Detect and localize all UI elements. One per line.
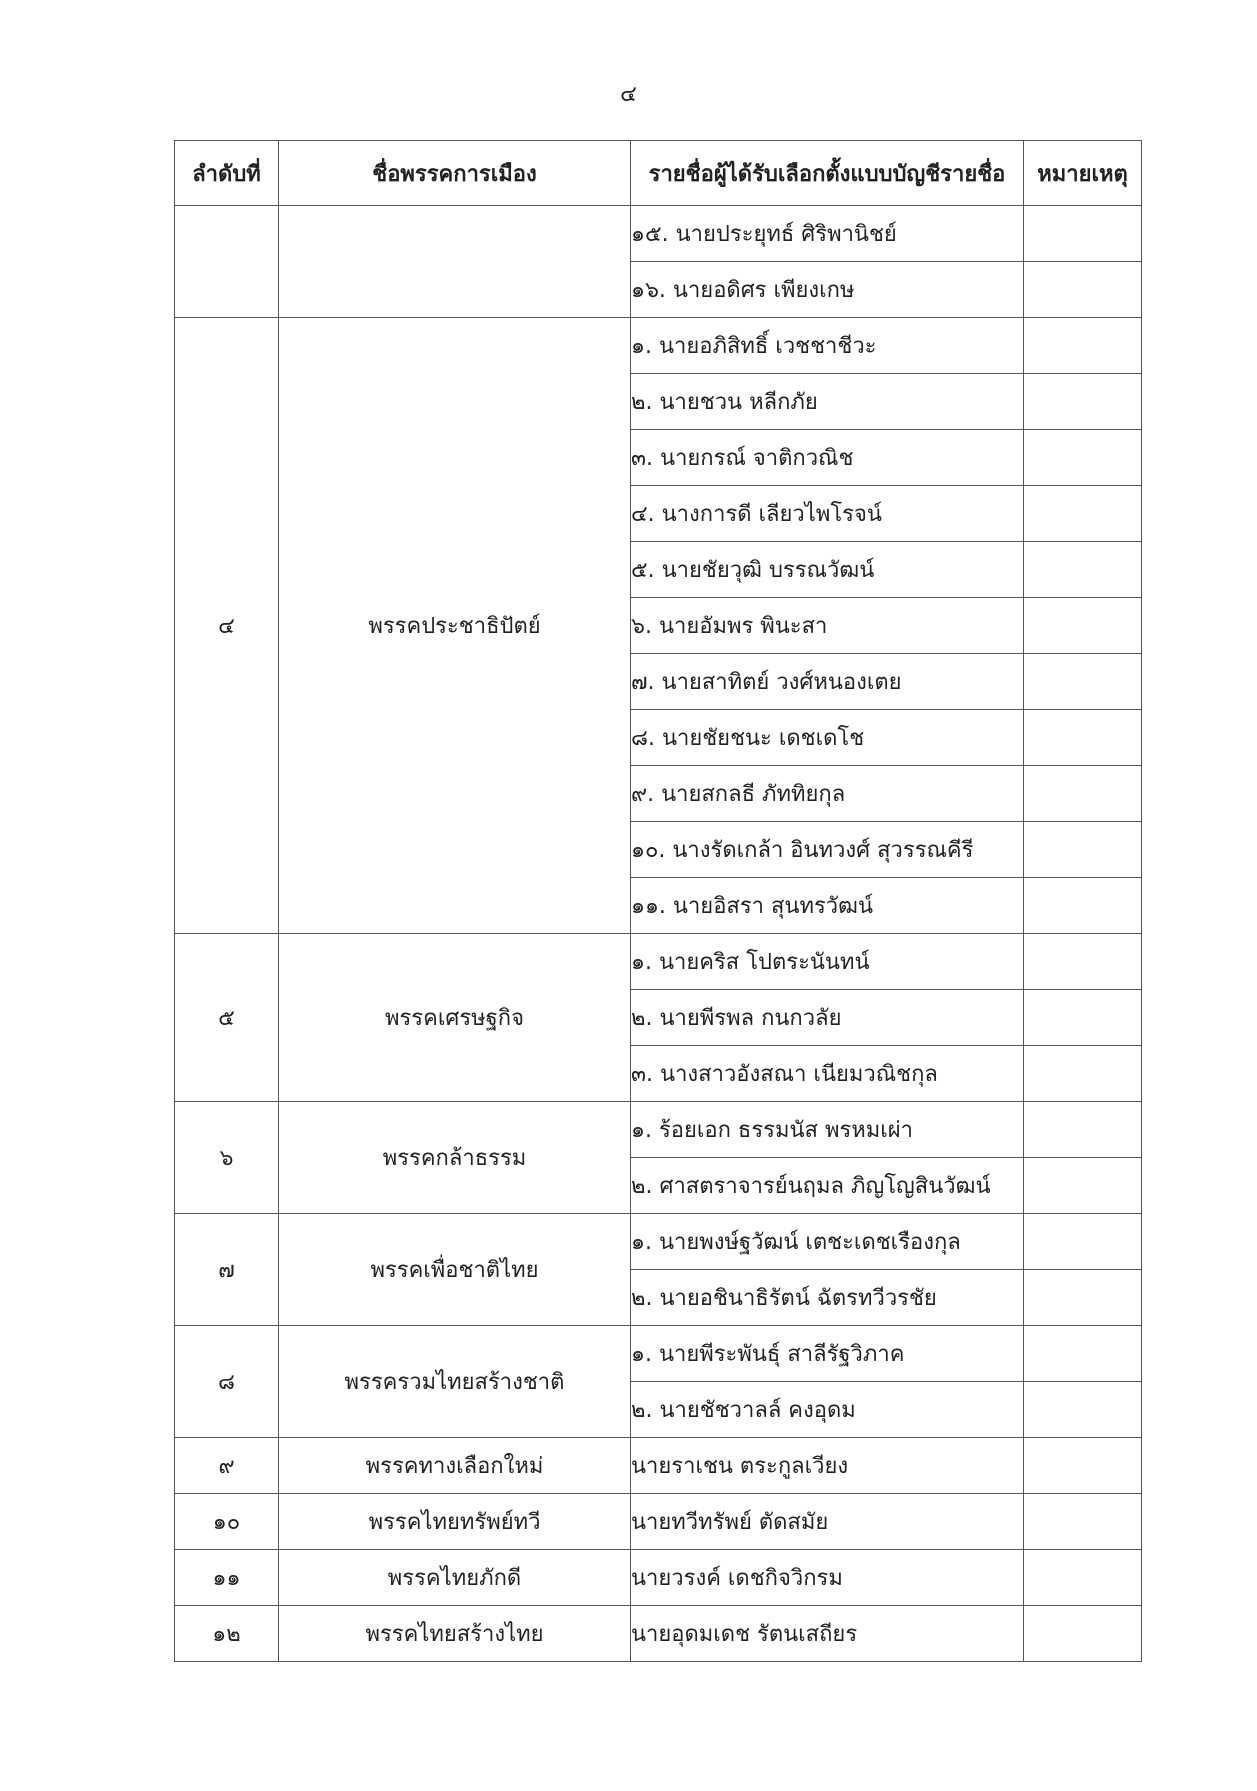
party-number: ๑๒ bbox=[175, 1606, 279, 1662]
remark-cell bbox=[1024, 430, 1142, 486]
candidate-cell: ๑๕. นายประยุทธ์ ศิริพานิชย์ bbox=[631, 206, 1024, 262]
remark-cell bbox=[1024, 1494, 1142, 1550]
candidate-name: นายอุดมเดช รัตนเสถียร bbox=[631, 1606, 1024, 1662]
party-name: พรรคเศรษฐกิจ bbox=[279, 934, 631, 1102]
party-number: ๑๑ bbox=[175, 1550, 279, 1606]
header-candidate-list: รายชื่อผู้ได้รับเลือกตั้งแบบบัญชีรายชื่อ bbox=[631, 141, 1024, 206]
party-number: ๘ bbox=[175, 1326, 279, 1438]
party-number: ๑๐ bbox=[175, 1494, 279, 1550]
remark-cell bbox=[1024, 934, 1142, 990]
party-name: พรรคไทยภักดี bbox=[279, 1550, 631, 1606]
candidate-name: ๙. นายสกลธี ภัททิยกุล bbox=[631, 766, 1024, 822]
remark-cell bbox=[1024, 598, 1142, 654]
table-row bbox=[175, 1214, 1142, 1270]
remark-cell bbox=[1024, 1102, 1142, 1158]
remark-cell bbox=[1024, 878, 1142, 934]
candidate-name: ๑. นายอภิสิทธิ์ เวชชาชีวะ bbox=[631, 318, 1024, 374]
party-name: พรรคประชาธิปัตย์ bbox=[279, 318, 631, 934]
party-name: พรรคกล้าธรรม bbox=[279, 1102, 631, 1214]
candidate-name: ๓. นางสาวอังสณา เนียมวณิชกุล bbox=[631, 1046, 1024, 1102]
candidate-name: ๗. นายสาทิตย์ วงศ์หนองเตย bbox=[631, 654, 1024, 710]
remark-cell bbox=[1024, 1550, 1142, 1606]
party-number: ๖ bbox=[175, 1102, 279, 1214]
candidate-name: นายราเชน ตระกูลเวียง bbox=[631, 1438, 1024, 1494]
candidate-name: ๔. นางการดี เลียวไพโรจน์ bbox=[631, 486, 1024, 542]
table-body bbox=[175, 206, 1142, 1662]
table-row bbox=[175, 1494, 1142, 1550]
candidate-name: ๑. นายคริส โปตระนันทน์ bbox=[631, 934, 1024, 990]
table-row bbox=[175, 1438, 1142, 1494]
results-table bbox=[174, 140, 1142, 1662]
remark-cell bbox=[1024, 710, 1142, 766]
candidate-name: ๕. นายชัยวุฒิ บรรณวัฒน์ bbox=[631, 542, 1024, 598]
remark-cell bbox=[1024, 1214, 1142, 1270]
remark-cell bbox=[1024, 486, 1142, 542]
header-row bbox=[175, 141, 1142, 206]
candidate-name: ๒. นายชัชวาลล์ คงอุดม bbox=[631, 1382, 1024, 1438]
candidate-name: ๖. นายอัมพร พินะสา bbox=[631, 598, 1024, 654]
candidate-name: ๑. นายพีระพันธุ์ สาลีรัฐวิภาค bbox=[631, 1326, 1024, 1382]
candidate-cell: ๑๖. นายอดิศร เพียงเกษ bbox=[631, 262, 1024, 318]
header-order: ลำดับที่ bbox=[175, 141, 279, 206]
candidate-name: ๒. นายพีรพล กนกวลัย bbox=[631, 990, 1024, 1046]
header-remarks: หมายเหตุ bbox=[1024, 141, 1142, 206]
party-number: ๔ bbox=[175, 318, 279, 934]
party-name-cell bbox=[279, 206, 631, 318]
party-name: พรรคทางเลือกใหม่ bbox=[279, 1438, 631, 1494]
table-row bbox=[175, 206, 1142, 262]
remark-cell bbox=[1024, 1046, 1142, 1102]
table-row bbox=[175, 1606, 1142, 1662]
table-row bbox=[175, 1326, 1142, 1382]
party-name: พรรคไทยสร้างไทย bbox=[279, 1606, 631, 1662]
remark-cell bbox=[1024, 206, 1142, 262]
remark-cell bbox=[1024, 1158, 1142, 1214]
remark-cell bbox=[1024, 542, 1142, 598]
remark-cell bbox=[1024, 262, 1142, 318]
party-name: พรรคไทยทรัพย์ทวี bbox=[279, 1494, 631, 1550]
candidate-name: ๒. นายอชินาธิรัตน์ ฉัตรทวีวรชัย bbox=[631, 1270, 1024, 1326]
party-number: ๗ bbox=[175, 1214, 279, 1326]
remark-cell bbox=[1024, 1382, 1142, 1438]
remark-cell bbox=[1024, 822, 1142, 878]
candidate-name: นายวรงค์ เดชกิจวิกรม bbox=[631, 1550, 1024, 1606]
remark-cell bbox=[1024, 318, 1142, 374]
header-party-name: ชื่อพรรคการเมือง bbox=[279, 141, 631, 206]
remark-cell bbox=[1024, 654, 1142, 710]
candidate-name: ๒. นายชวน หลีกภัย bbox=[631, 374, 1024, 430]
table-row bbox=[175, 934, 1142, 990]
party-name: พรรครวมไทยสร้างชาติ bbox=[279, 1326, 631, 1438]
remark-cell bbox=[1024, 1606, 1142, 1662]
candidate-name: ๘. นายชัยชนะ เดชเดโช bbox=[631, 710, 1024, 766]
party-name: พรรคเพื่อชาติไทย bbox=[279, 1214, 631, 1326]
page-number: ๔ bbox=[620, 82, 637, 107]
candidate-name: ๓. นายกรณ์ จาติกวณิช bbox=[631, 430, 1024, 486]
candidate-name: ๑. นายพงษ์ฐวัฒน์ เตชะเดชเรืองกุล bbox=[631, 1214, 1024, 1270]
remark-cell bbox=[1024, 766, 1142, 822]
candidate-name: ๑๐. นางรัดเกล้า อินทวงศ์ สุวรรณคีรี bbox=[631, 822, 1024, 878]
remark-cell bbox=[1024, 1270, 1142, 1326]
table-row bbox=[175, 1550, 1142, 1606]
remark-cell bbox=[1024, 1326, 1142, 1382]
candidate-name: ๒. ศาสตราจารย์นฤมล ภิญโญสินวัฒน์ bbox=[631, 1158, 1024, 1214]
remark-cell bbox=[1024, 374, 1142, 430]
table-row bbox=[175, 318, 1142, 374]
remark-cell bbox=[1024, 1438, 1142, 1494]
party-number: ๙ bbox=[175, 1438, 279, 1494]
candidate-name: นายทวีทรัพย์ ตัดสมัย bbox=[631, 1494, 1024, 1550]
party-number: ๕ bbox=[175, 934, 279, 1102]
table-row bbox=[175, 1102, 1142, 1158]
remark-cell bbox=[1024, 990, 1142, 1046]
party-number-cell bbox=[175, 206, 279, 318]
candidate-name: ๑. ร้อยเอก ธรรมนัส พรหมเผ่า bbox=[631, 1102, 1024, 1158]
candidate-name: ๑๑. นายอิสรา สุนทรวัฒน์ bbox=[631, 878, 1024, 934]
